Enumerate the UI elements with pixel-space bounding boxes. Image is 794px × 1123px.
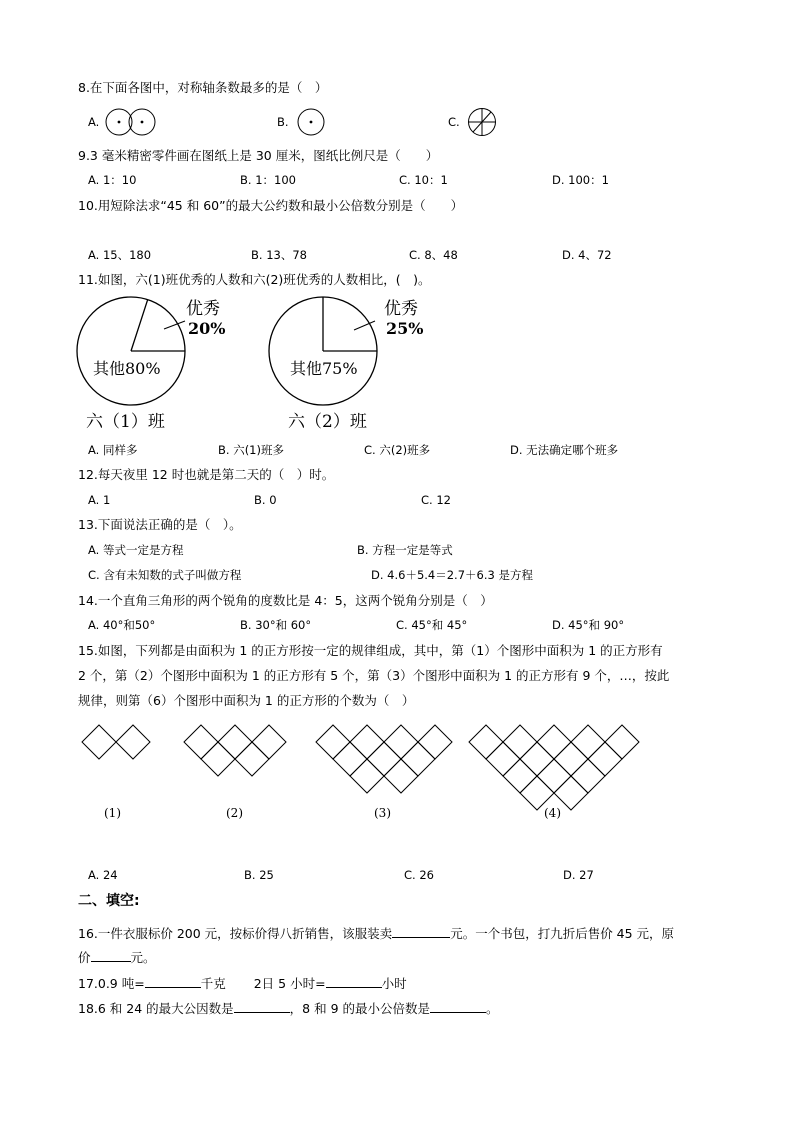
q14-option-a[interactable]: A. 40°和50° (88, 618, 156, 632)
q16-text-part1: 16.一件衣服标价 200 元，按标价得八折销售，该服装卖 (78, 926, 393, 941)
q16-line2 (78, 949, 156, 966)
q8-option-a[interactable]: A. (88, 115, 100, 129)
q18-blank-2[interactable] (430, 1000, 486, 1013)
q15-option-a[interactable]: A. 24 (88, 868, 118, 882)
q11-stem: 11.如图，六(1)班优秀的人数和六(2)班优秀的人数相比，( )。 (78, 272, 431, 287)
q17-text-part3: 2日 5 小时= (253, 976, 326, 991)
q8-stem: 8.在下面各图中，对称轴条数最多的是（ ） (78, 80, 328, 95)
q11-pie2-other: 其他75% (290, 359, 358, 378)
q13-option-b[interactable]: B. 方程一定是等式 (357, 543, 453, 557)
q16-text-part4: 元。 (130, 950, 156, 965)
q17-blank-1[interactable] (145, 975, 201, 988)
q15-figure-label-2: (2) (226, 806, 243, 820)
q17-text-part1: 17.0.9 吨= (78, 976, 145, 991)
q11-option-a[interactable]: A. 同样多 (88, 443, 138, 457)
q11-option-b[interactable]: B. 六(1)班多 (218, 443, 284, 457)
q18-text-part3: 。 (486, 1001, 499, 1016)
q14-option-c[interactable]: C. 45°和 45° (396, 618, 468, 632)
q11-option-d[interactable]: D. 无法确定哪个班多 (510, 443, 619, 457)
q17-text-part2: 千克 (200, 976, 226, 991)
q18-line (78, 1000, 499, 1017)
q15-figure-label-4: (4) (544, 806, 561, 820)
q13-option-a[interactable]: A. 等式一定是方程 (88, 543, 184, 557)
q18-text-part2: ，8 和 9 的最小公倍数是 (289, 1001, 430, 1016)
q10-option-c[interactable]: C. 8、48 (409, 248, 458, 262)
q14-option-d[interactable]: D. 45°和 90° (552, 618, 625, 632)
q17-line (78, 975, 407, 992)
q8-option-c[interactable]: C. (448, 115, 460, 129)
q8-option-b[interactable]: B. (277, 115, 289, 129)
q11-pie2-class-label: 六（2）班 (288, 412, 367, 432)
q13-option-c[interactable]: C. 含有未知数的式子叫做方程 (88, 568, 242, 582)
section-title-fill-in: 二、填空: (78, 893, 140, 909)
q15-figure-label-3: (3) (374, 806, 391, 820)
q10-option-a[interactable]: A. 15、180 (88, 248, 152, 262)
q16-text-part2: 元。一个书包，打九折后售价 45 元，原 (450, 926, 675, 941)
q9-option-d[interactable]: D. 100：1 (552, 173, 609, 187)
q13-option-d[interactable]: D. 4.6＋5.4＝2.7＋6.3 是方程 (371, 568, 533, 582)
q12-option-b[interactable]: B. 0 (254, 493, 277, 507)
q9-option-c[interactable]: C. 10：1 (399, 173, 448, 187)
q16-line1 (78, 925, 674, 942)
q11-option-c[interactable]: C. 六(2)班多 (364, 443, 431, 457)
q11-pie2-good-label: 优秀 (384, 299, 418, 319)
q13-stem: 13.下面说法正确的是（ ）。 (78, 517, 242, 532)
q16-text-part3: 价 (78, 950, 91, 965)
q17-text-part4: 小时 (381, 976, 407, 991)
q15-figure-label-1: (1) (104, 806, 121, 820)
q11-pie1-good-label: 优秀 (186, 299, 220, 319)
q10-option-b[interactable]: B. 13、78 (251, 248, 307, 262)
q10-option-d[interactable]: D. 4、72 (562, 248, 612, 262)
q12-stem: 12.每天夜里 12 时也就是第二天的（ ）时。 (78, 467, 335, 482)
q15-stem-line1: 15.如图，下列都是由面积为 1 的正方形按一定的规律组成，其中，第（1）个图形中面积为 1 的正方形有 (78, 643, 663, 658)
q14-option-b[interactable]: B. 30°和 60° (240, 618, 312, 632)
q16-blank-1[interactable] (392, 925, 450, 938)
q15-option-b[interactable]: B. 25 (244, 868, 274, 882)
q16-blank-2[interactable] (91, 949, 131, 962)
q11-pie1-other: 其他80% (93, 359, 161, 378)
q12-option-a[interactable]: A. 1 (88, 493, 111, 507)
q14-stem: 14.一个直角三角形的两个锐角的度数比是 4：5，这两个锐角分别是（ ） (78, 593, 493, 608)
q10-stem: 10.用短除法求“45 和 60”的最大公约数和最小公倍数分别是（ ） (78, 198, 464, 213)
q11-pie1-class-label: 六（1）班 (86, 412, 165, 432)
q9-stem: 9.3 毫米精密零件画在图纸上是 30 厘米，图纸比例尺是（ ） (78, 148, 439, 163)
q11-pie1-good-pct: 20% (188, 319, 226, 338)
q15-option-d[interactable]: D. 27 (563, 868, 594, 882)
q18-blank-1[interactable] (234, 1000, 290, 1013)
q15-stem-line3: 规律，则第（6）个图形中面积为 1 的正方形的个数为（ ） (78, 693, 415, 708)
q9-option-a[interactable]: A. 1：10 (88, 173, 137, 187)
q15-stem-line2: 2 个，第（2）个图形中面积为 1 的正方形有 5 个，第（3）个图形中面积为 1 的正方形有 9 个，…，按此 (78, 668, 670, 683)
q12-option-c[interactable]: C. 12 (421, 493, 451, 507)
q18-text-part1: 18.6 和 24 的最大公因数是 (78, 1001, 234, 1016)
q11-pie2-good-pct: 25% (386, 319, 424, 338)
q17-blank-2[interactable] (326, 975, 382, 988)
q9-option-b[interactable]: B. 1：100 (240, 173, 296, 187)
q15-option-c[interactable]: C. 26 (404, 868, 434, 882)
